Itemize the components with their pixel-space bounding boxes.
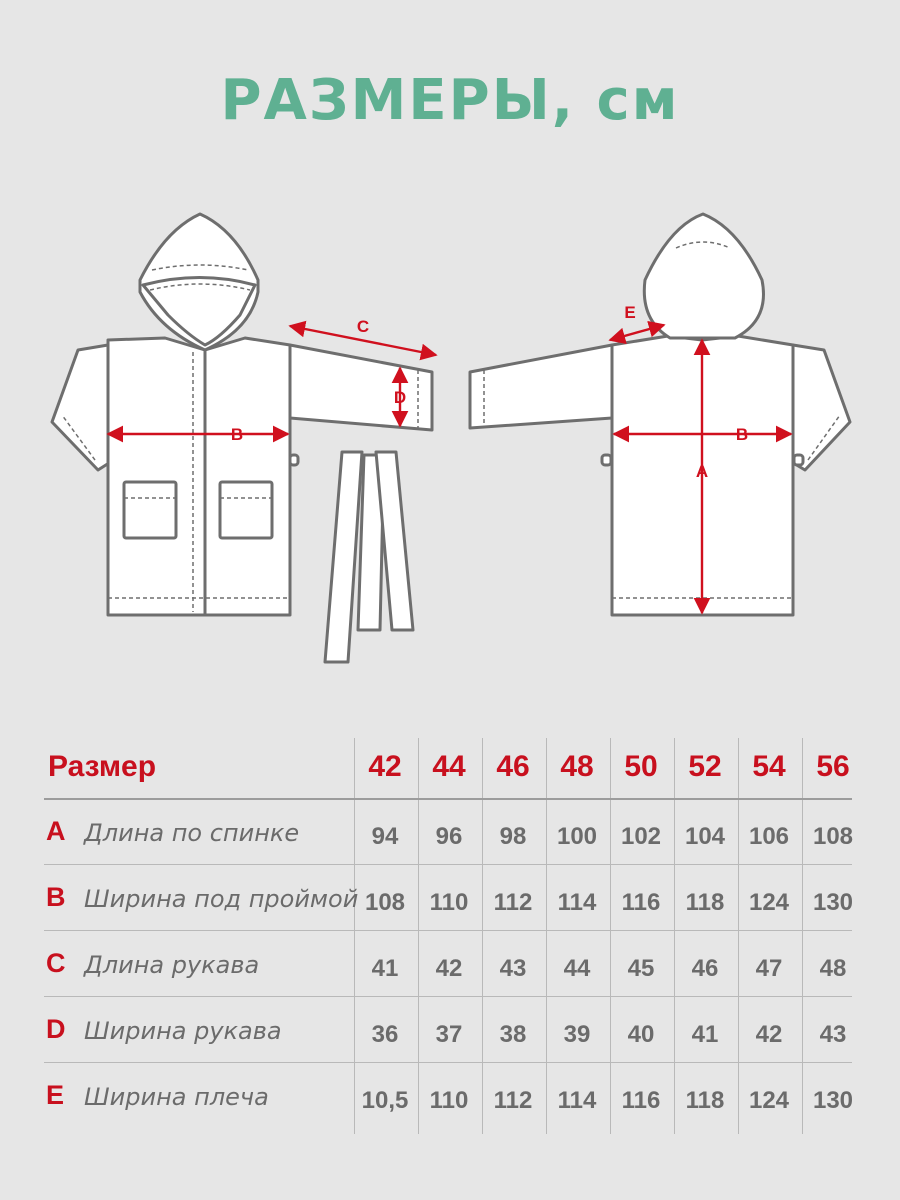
front-pocket-right (220, 482, 272, 538)
table-cell: 130 (812, 889, 854, 916)
row-name-d: Ширина рукава (84, 1017, 282, 1045)
front-right-sleeve (290, 345, 432, 430)
back-left-sleeve (470, 345, 612, 428)
row-letter-d: D (46, 1014, 66, 1044)
table-cell: 130 (812, 1087, 854, 1114)
table-cell: 114 (557, 889, 597, 916)
table-cell: 45 (627, 955, 655, 982)
table-cell: 110 (429, 1087, 469, 1114)
table-cell: 110 (429, 889, 469, 916)
table-cell: 106 (748, 823, 790, 850)
size-table (44, 736, 852, 1134)
table-cell: 43 (499, 955, 527, 982)
size-col-44: 44 (432, 750, 466, 783)
table-cell: 108 (812, 823, 854, 850)
table-cell: 116 (621, 1087, 661, 1114)
table-cell: 39 (563, 1021, 591, 1048)
table-cell: 44 (563, 955, 591, 982)
size-col-52: 52 (688, 750, 722, 783)
table-cell: 43 (819, 1021, 847, 1048)
table-cell: 104 (684, 823, 726, 850)
table-cell: 118 (685, 1087, 725, 1114)
back-view (470, 214, 850, 615)
back-belt-loop-right (794, 455, 803, 465)
size-col-48: 48 (560, 750, 594, 783)
table-cell: 108 (364, 889, 406, 916)
row-name-a: Длина по спинке (84, 819, 300, 847)
front-pocket-left (124, 482, 176, 538)
size-col-54: 54 (752, 750, 786, 783)
table-cell: 40 (627, 1021, 655, 1048)
table-cell: 124 (748, 889, 790, 916)
back-label-b: B (735, 425, 749, 444)
table-cell: 41 (691, 1021, 719, 1048)
table-cell: 42 (435, 955, 463, 982)
size-col-46: 46 (496, 750, 530, 783)
table-cell: 118 (685, 889, 725, 916)
front-label-b: B (230, 425, 244, 444)
table-cell: 46 (691, 955, 719, 982)
page-title: РАЗМЕРЫ, см (220, 68, 680, 133)
table-cell: 37 (435, 1021, 463, 1048)
back-label-a: A (695, 462, 709, 481)
size-col-42: 42 (368, 750, 402, 783)
row-name-c: Длина рукава (84, 951, 260, 979)
garment-diagram (0, 200, 900, 680)
table-cell: 96 (435, 823, 463, 850)
back-hood (644, 214, 763, 338)
front-label-c: C (356, 317, 370, 336)
table-cell: 38 (499, 1021, 527, 1048)
back-label-e: E (624, 303, 636, 322)
back-belt-loop-left (602, 455, 611, 465)
table-cell: 42 (755, 1021, 783, 1048)
table-cell: 102 (620, 823, 662, 850)
table-cell: 48 (819, 955, 847, 982)
front-body (108, 338, 290, 615)
row-letter-a: A (46, 816, 66, 846)
row-name-e: Ширина плеча (84, 1083, 269, 1111)
front-belt-loop (290, 455, 298, 465)
size-header-label: Размер (48, 750, 157, 783)
table-cell: 94 (371, 823, 399, 850)
table-cell: 100 (556, 823, 598, 850)
table-cell: 10,5 (361, 1087, 409, 1114)
table-cell: 114 (557, 1087, 597, 1114)
row-letter-c: C (46, 948, 66, 978)
row-letter-b: B (46, 882, 66, 912)
row-letter-e: E (46, 1080, 65, 1110)
table-cell: 116 (621, 889, 661, 916)
table-cell: 112 (493, 889, 533, 916)
belt-strip-1 (325, 452, 362, 662)
size-col-56: 56 (816, 750, 850, 783)
table-cell: 41 (371, 955, 399, 982)
row-name-b: Ширина под проймой (84, 885, 359, 913)
table-cell: 124 (748, 1087, 790, 1114)
garment-drawing (0, 200, 900, 680)
front-view (52, 214, 436, 662)
size-col-50: 50 (624, 750, 658, 783)
table-cell: 112 (493, 1087, 533, 1114)
front-label-d: D (393, 388, 407, 407)
table-cell: 47 (755, 955, 783, 982)
table-cell: 98 (499, 823, 527, 850)
table-cell: 36 (371, 1021, 399, 1048)
